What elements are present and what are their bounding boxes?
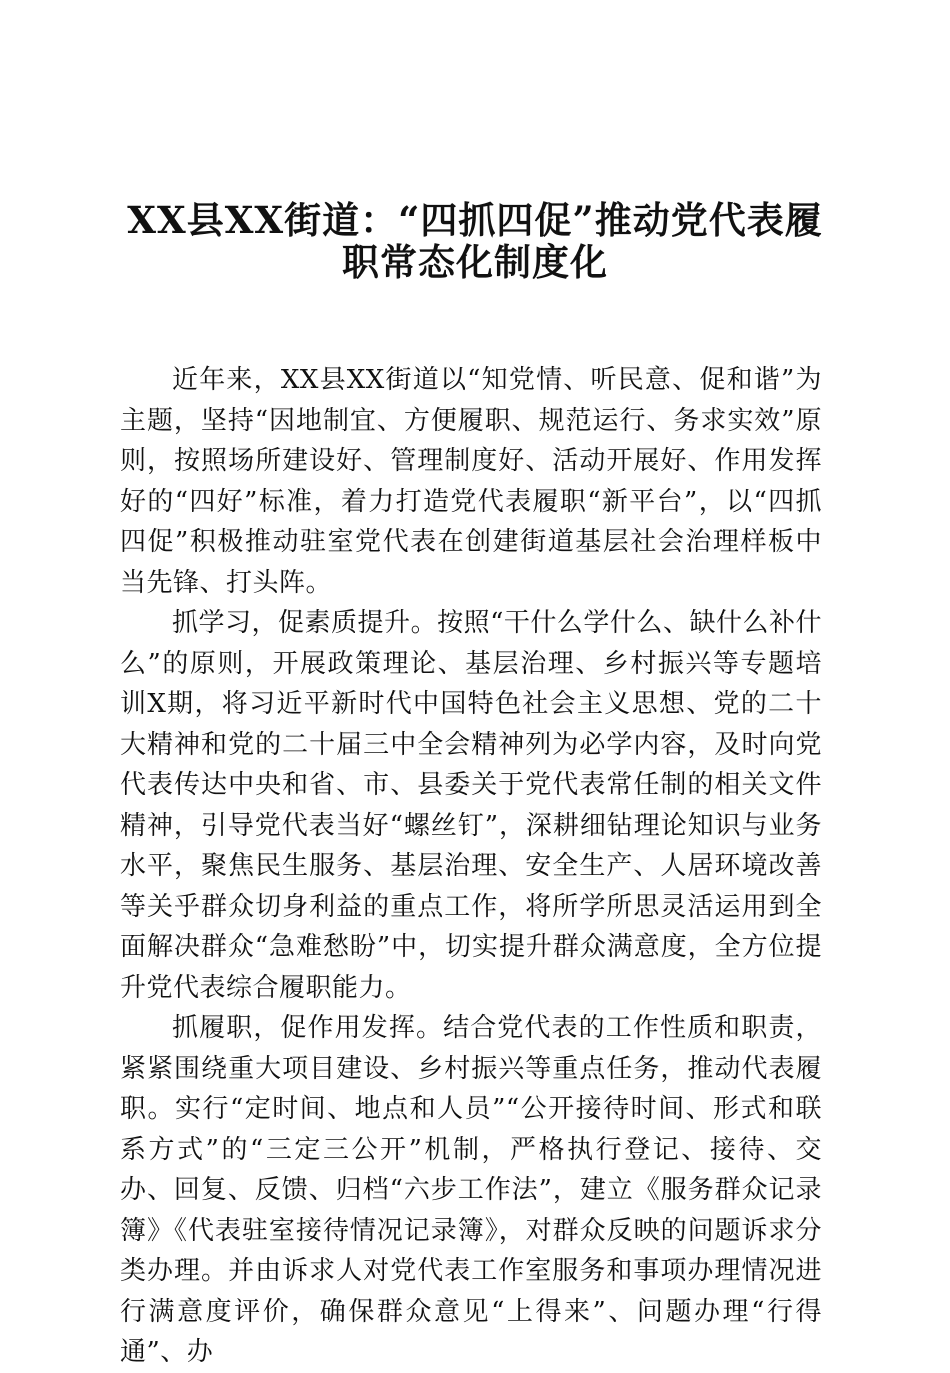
document-title-line-1: XX县XX街道：“四抓四促”推动党代表履 (127, 198, 823, 242)
paragraph-intro: 近年来，XX县XX街道以“知党情、听民意、促和谐”为主题，坚持“因地制宜、方便履职、规范运行、务求实效”原则，按照场所建设好、管理制度好、活动开展好、作用发挥好的“四好”标准，着力打造党代表履职“新平台”，以“四抓四促”积极推动驻室党代表在创建街道基层社会治理样板中当先锋、打头阵。 (120, 365, 822, 598)
document-body (120, 360, 822, 1373)
paragraph-duty: 抓履职，促作用发挥。结合党代表的工作性质和职责，紧紧围绕重大项目建设、乡村振兴等重点任务，推动代表履职。实行“定时间、地点和人员”“公开接待时间、形式和联系方式”的“三定三公开”机制，严格执行登记、接待、交办、回复、反馈、归档“六步工作法”，建立《服务群众记录簿》《代表驻室接待情况记录簿》，对群众反映的问题诉求分类办理。并由诉求人对党代表工作室服务和事项办理情况进行满意度评价，确保群众意见“上得来”、问题办理“行得通”、办 (120, 1013, 822, 1367)
paragraph-study: 抓学习，促素质提升。按照“干什么学什么、缺什么补什么”的原则，开展政策理论、基层治理、乡村振兴等专题培训X期，将习近平新时代中国特色社会主义思想、党的二十大精神和党的二十届三中全会精神列为必学内容，及时向党代表传达中央和省、市、县委关于党代表常任制的相关文件精神，引导党代表当好“螺丝钉”，深耕细钻理论知识与业务水平，聚焦民生服务、基层治理、安全生产、人居环境改善等关乎群众切身利益的重点工作，将所学所思灵活运用到全面解决群众“急难愁盼”中，切实提升群众满意度，全方位提升党代表综合履职能力。 (120, 608, 822, 1003)
document-title-line-2: 职常态化制度化 (342, 240, 608, 284)
